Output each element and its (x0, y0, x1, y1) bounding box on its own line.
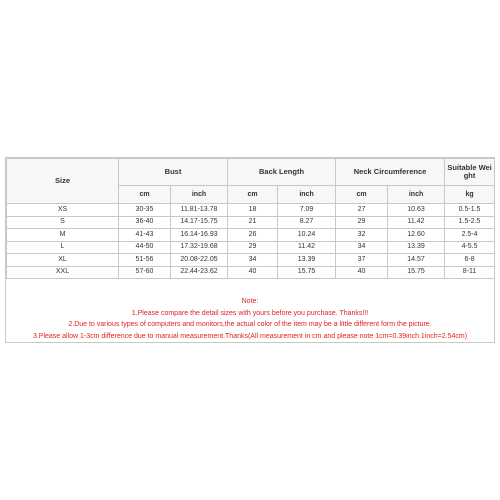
table-cell: L (7, 241, 119, 254)
note-line: 3.Please allow 1-3cm difference due to manual measurement.Thanks(All measurement in cm and please note 1cm=0.39inch 1inch=2.54cm) (32, 332, 468, 340)
note-line: 1.Please compare the detail sizes with yours before you purchase. Thanks!!! (131, 309, 369, 317)
table-row (7, 241, 495, 254)
table-cell: 11.42 (278, 241, 336, 254)
table-row (7, 266, 495, 279)
table-cell: 2.5-4 (445, 229, 495, 242)
neck-header: Neck Circumference (336, 159, 445, 186)
table-cell: 15.75 (388, 266, 445, 279)
table-cell: 8-11 (445, 266, 495, 279)
notes-section (6, 296, 494, 342)
table-cell: 6-8 (445, 254, 495, 267)
table-cell: 32 (336, 229, 388, 242)
table-cell: 18 (228, 204, 278, 217)
unit-header: kg (445, 186, 495, 204)
notes-title: Note: (241, 298, 259, 305)
table-cell: 0.5-1.5 (445, 204, 495, 217)
table-cell: 27 (336, 204, 388, 217)
table-cell: 14.17-15.75 (171, 216, 228, 229)
table-cell: XL (7, 254, 119, 267)
size-chart (5, 157, 495, 343)
table-cell: 29 (336, 216, 388, 229)
table-cell: 34 (336, 241, 388, 254)
table-cell: 40 (336, 266, 388, 279)
table-cell: 11.81-13.78 (171, 204, 228, 217)
note-line: 2.Due to various types of computers and monitors,the actual color of the item may be a little different form the picture. (68, 321, 432, 328)
table-cell: 10.63 (388, 204, 445, 217)
table-cell: 57-60 (119, 266, 171, 279)
table-cell: 36-40 (119, 216, 171, 229)
unit-header: inch (388, 186, 445, 204)
table-cell: 11.42 (388, 216, 445, 229)
table-cell: 41-43 (119, 229, 171, 242)
table-cell: 12.60 (388, 229, 445, 242)
table-cell: 13.39 (278, 254, 336, 267)
table-cell: XXL (7, 266, 119, 279)
table-cell: 15.75 (278, 266, 336, 279)
table-cell: 21 (228, 216, 278, 229)
table-cell: 16.14-16.93 (171, 229, 228, 242)
unit-header: cm (119, 186, 171, 204)
unit-header: cm (228, 186, 278, 204)
table-cell: 34 (228, 254, 278, 267)
size-table (6, 158, 495, 279)
table-row (7, 229, 495, 242)
table-cell: 37 (336, 254, 388, 267)
back-length-header: Back Length (228, 159, 336, 186)
table-cell: 14.57 (388, 254, 445, 267)
table-cell: 44-50 (119, 241, 171, 254)
unit-header: inch (171, 186, 228, 204)
unit-header: inch (278, 186, 336, 204)
table-row (7, 204, 495, 217)
table-row (7, 216, 495, 229)
table-cell: 17.32-19.68 (171, 241, 228, 254)
table-cell: 51-56 (119, 254, 171, 267)
table-cell: 7.09 (278, 204, 336, 217)
table-cell: 26 (228, 229, 278, 242)
table-cell: 10.24 (278, 229, 336, 242)
table-cell: M (7, 229, 119, 242)
table-cell: 30-35 (119, 204, 171, 217)
table-row (7, 254, 495, 267)
table-cell: S (7, 216, 119, 229)
table-cell: 29 (228, 241, 278, 254)
table-cell: 22.44-23.62 (171, 266, 228, 279)
size-header: Size (7, 159, 119, 204)
table-cell: 1.5-2.5 (445, 216, 495, 229)
table-cell: 40 (228, 266, 278, 279)
unit-header: cm (336, 186, 388, 204)
table-cell: 13.39 (388, 241, 445, 254)
weight-header: Suitable Wei ght (445, 159, 495, 186)
bust-header: Bust (119, 159, 228, 186)
table-cell: 8.27 (278, 216, 336, 229)
table-cell: XS (7, 204, 119, 217)
table-cell: 20.08-22.05 (171, 254, 228, 267)
table-cell: 4-5.5 (445, 241, 495, 254)
